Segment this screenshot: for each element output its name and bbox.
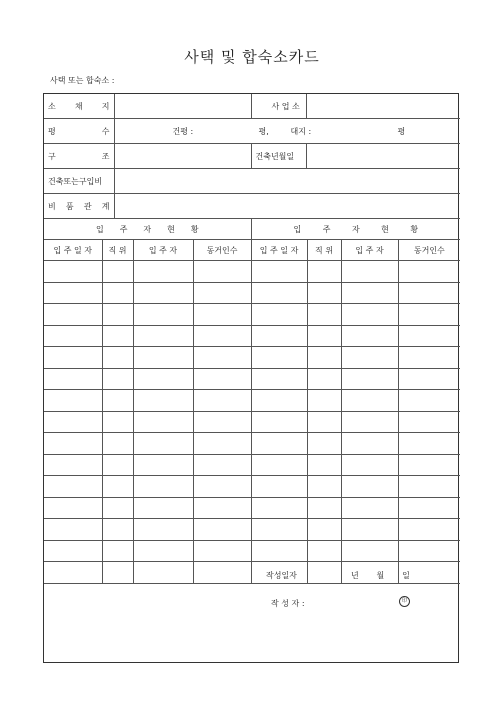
- seal-mark: 印: [399, 596, 410, 607]
- written-date-field[interactable]: 년 월 일: [351, 571, 410, 580]
- occupancy-cell[interactable]: [251, 411, 307, 433]
- occupancy-cell[interactable]: [193, 476, 251, 498]
- occupancy-row: [44, 476, 460, 498]
- occupancy-row: [44, 282, 460, 304]
- office-field[interactable]: [306, 94, 460, 119]
- occupancy-cell[interactable]: [102, 519, 133, 541]
- occupancy-cell[interactable]: [398, 540, 460, 562]
- page-title: 사택 및 합숙소카드: [184, 48, 320, 66]
- occupancy-cell[interactable]: [133, 411, 193, 433]
- occupancy-cell[interactable]: [133, 476, 193, 498]
- occupancy-row: [44, 261, 460, 283]
- occupancy-cell[interactable]: [133, 325, 193, 347]
- built-date-field[interactable]: [306, 144, 460, 169]
- area-row: [44, 119, 460, 144]
- occupancy-cell[interactable]: [398, 368, 460, 390]
- signature-block: [44, 567, 458, 662]
- occupancy-cell[interactable]: [307, 476, 341, 498]
- writer-row: [271, 598, 305, 609]
- occupancy-cell[interactable]: [398, 325, 460, 347]
- occupancy-cell[interactable]: [307, 497, 341, 519]
- col-occupant-2: 입 주 자: [341, 240, 398, 261]
- occupancy-cell[interactable]: [251, 433, 307, 455]
- occupancy-row: [44, 540, 460, 562]
- built-date-label: 건축년월일: [251, 144, 306, 169]
- pyeong-unit-2: 평: [397, 127, 406, 136]
- area-field[interactable]: [114, 119, 460, 144]
- occupancy-row: [44, 390, 460, 412]
- occupancy-cell[interactable]: [341, 368, 398, 390]
- occupancy-cell[interactable]: [251, 519, 307, 541]
- occupancy-cell[interactable]: [193, 261, 251, 283]
- occupancy-cell[interactable]: [307, 261, 341, 283]
- occupancy-cell[interactable]: [133, 261, 193, 283]
- occupancy-cell[interactable]: [251, 325, 307, 347]
- occupancy-cell[interactable]: [307, 454, 341, 476]
- occupancy-cell[interactable]: [44, 368, 102, 390]
- occupancy-cell[interactable]: [102, 347, 133, 369]
- occupancy-section-header-right: 입 주 자 현 황: [293, 224, 419, 234]
- occupancy-cell[interactable]: [251, 282, 307, 304]
- occupancy-row: [44, 368, 460, 390]
- occupancy-section-header-row: [44, 219, 460, 240]
- occupancy-cell[interactable]: [193, 497, 251, 519]
- occupancy-cell[interactable]: [133, 519, 193, 541]
- occupancy-cell[interactable]: [398, 497, 460, 519]
- occupancy-cell[interactable]: [341, 497, 398, 519]
- occupancy-cell[interactable]: [102, 282, 133, 304]
- occupancy-row: [44, 497, 460, 519]
- occupancy-cell[interactable]: [251, 390, 307, 412]
- occupancy-cell[interactable]: [307, 411, 341, 433]
- occupancy-cell[interactable]: [44, 497, 102, 519]
- occupancy-cell[interactable]: [133, 347, 193, 369]
- occupancy-cell[interactable]: [251, 476, 307, 498]
- occupancy-cell[interactable]: [102, 411, 133, 433]
- occupancy-cell[interactable]: [102, 261, 133, 283]
- writer-label: 작 성 자 :: [271, 599, 305, 608]
- occupancy-cell[interactable]: [341, 282, 398, 304]
- occupancy-cell[interactable]: [44, 261, 102, 283]
- occupancy-cell[interactable]: [44, 390, 102, 412]
- occupancy-row: [44, 325, 460, 347]
- location-row: [44, 94, 460, 119]
- written-date-row: [266, 570, 410, 581]
- occupancy-cell[interactable]: [251, 497, 307, 519]
- occupancy-cell[interactable]: [102, 476, 133, 498]
- housing-card-form: [43, 93, 459, 663]
- occupancy-cell[interactable]: [307, 368, 341, 390]
- occupancy-cell[interactable]: [102, 433, 133, 455]
- occupancy-cell[interactable]: [307, 390, 341, 412]
- occupancy-cell[interactable]: [307, 325, 341, 347]
- occupancy-cell[interactable]: [341, 261, 398, 283]
- occupancy-cell[interactable]: [44, 540, 102, 562]
- written-date-label: 작성일자: [266, 571, 297, 580]
- occupancy-cell[interactable]: [102, 540, 133, 562]
- purchase-row: [44, 169, 460, 194]
- occupancy-cell[interactable]: [133, 304, 193, 326]
- occupancy-cell[interactable]: [193, 411, 251, 433]
- occupancy-cell[interactable]: [102, 497, 133, 519]
- occupancy-cell[interactable]: [102, 304, 133, 326]
- pyeong-unit: 평,: [258, 127, 269, 136]
- occupancy-cell[interactable]: [193, 368, 251, 390]
- occupancy-cell[interactable]: [251, 368, 307, 390]
- occupancy-cell[interactable]: [307, 519, 341, 541]
- occupancy-cell[interactable]: [341, 347, 398, 369]
- col-position-2: 직 위: [307, 240, 341, 261]
- housing-type-label: 사택 또는 합숙소 :: [50, 76, 115, 85]
- occupancy-cell[interactable]: [307, 540, 341, 562]
- occupancy-cell[interactable]: [193, 304, 251, 326]
- occupancy-cell[interactable]: [341, 519, 398, 541]
- occupancy-cell[interactable]: [133, 390, 193, 412]
- location-field[interactable]: [114, 94, 251, 119]
- occupancy-cell[interactable]: [341, 390, 398, 412]
- supplies-label: 비 품 관 계: [48, 201, 110, 211]
- col-move-in-date: 입 주 일 자: [44, 240, 102, 261]
- supplies-field[interactable]: [114, 194, 460, 219]
- structure-label: 구 조: [48, 151, 110, 161]
- occupancy-cell[interactable]: [398, 261, 460, 283]
- purchase-label: 건축또는구입비: [44, 169, 114, 194]
- structure-row: [44, 144, 460, 169]
- occupancy-cell[interactable]: [398, 519, 460, 541]
- occupancy-cell[interactable]: [307, 304, 341, 326]
- occupancy-cell[interactable]: [398, 347, 460, 369]
- occupancy-cell[interactable]: [341, 304, 398, 326]
- occupancy-cell[interactable]: [133, 540, 193, 562]
- occupancy-cell[interactable]: [133, 368, 193, 390]
- occupancy-cell[interactable]: [307, 347, 341, 369]
- col-position: 직 위: [102, 240, 133, 261]
- occupancy-cell[interactable]: [341, 411, 398, 433]
- occupancy-cell[interactable]: [133, 454, 193, 476]
- occupancy-cell[interactable]: [193, 282, 251, 304]
- occupancy-cell[interactable]: [193, 454, 251, 476]
- occupancy-cell[interactable]: [341, 325, 398, 347]
- occupancy-cell[interactable]: [102, 454, 133, 476]
- occupancy-cell[interactable]: [398, 411, 460, 433]
- occupancy-cell[interactable]: [133, 282, 193, 304]
- occupancy-row: [44, 433, 460, 455]
- occupancy-row: [44, 347, 460, 369]
- occupancy-cell[interactable]: [398, 282, 460, 304]
- occupancy-cell[interactable]: [341, 476, 398, 498]
- occupancy-cell[interactable]: [102, 390, 133, 412]
- supplies-row: [44, 194, 460, 219]
- occupancy-column-header-row: [44, 240, 460, 261]
- occupancy-row: [44, 519, 460, 541]
- occupancy-cell[interactable]: [307, 282, 341, 304]
- occupancy-cell[interactable]: [341, 433, 398, 455]
- occupancy-row: [44, 454, 460, 476]
- occupancy-cell[interactable]: [251, 261, 307, 283]
- area-label: 평 수: [48, 126, 110, 136]
- occupancy-cell[interactable]: [44, 433, 102, 455]
- occupancy-cell[interactable]: [398, 454, 460, 476]
- occupancy-table: [44, 219, 460, 584]
- occupancy-cell[interactable]: [44, 325, 102, 347]
- occupancy-cell[interactable]: [133, 497, 193, 519]
- col-cohabitants-2: 동거인수: [398, 240, 460, 261]
- occupancy-cell[interactable]: [341, 454, 398, 476]
- occupancy-cell[interactable]: [251, 304, 307, 326]
- occupancy-cell[interactable]: [193, 390, 251, 412]
- occupancy-cell[interactable]: [398, 390, 460, 412]
- occupancy-cell[interactable]: [193, 519, 251, 541]
- occupancy-cell[interactable]: [44, 454, 102, 476]
- occupancy-cell[interactable]: [102, 368, 133, 390]
- occupancy-cell[interactable]: [193, 540, 251, 562]
- occupancy-cell[interactable]: [398, 304, 460, 326]
- occupancy-cell[interactable]: [193, 347, 251, 369]
- col-move-in-date-2: 입 주 일 자: [251, 240, 307, 261]
- info-table: [44, 94, 460, 219]
- occupancy-cell[interactable]: [44, 347, 102, 369]
- land-area-label: 대지 :: [290, 127, 312, 136]
- occupancy-cell[interactable]: [307, 433, 341, 455]
- col-cohabitants: 동거인수: [193, 240, 251, 261]
- col-occupant: 입 주 자: [133, 240, 193, 261]
- occupancy-section-header-left: 입 주 자 현 황: [96, 224, 199, 234]
- occupancy-cell[interactable]: [193, 325, 251, 347]
- building-area-label: 건평 :: [172, 127, 194, 136]
- occupancy-cell[interactable]: [102, 325, 133, 347]
- occupancy-cell[interactable]: [341, 540, 398, 562]
- occupancy-cell[interactable]: [44, 476, 102, 498]
- occupancy-cell[interactable]: [398, 433, 460, 455]
- occupancy-row: [44, 411, 460, 433]
- occupancy-row: [44, 304, 460, 326]
- purchase-field[interactable]: [114, 169, 460, 194]
- occupancy-cell[interactable]: [44, 411, 102, 433]
- occupancy-cell[interactable]: [251, 454, 307, 476]
- structure-field[interactable]: [114, 144, 251, 169]
- occupancy-cell[interactable]: [251, 347, 307, 369]
- occupancy-cell[interactable]: [133, 433, 193, 455]
- occupancy-cell[interactable]: [193, 433, 251, 455]
- location-label: 소 채 지: [48, 101, 110, 111]
- occupancy-cell[interactable]: [44, 282, 102, 304]
- occupancy-cell[interactable]: [44, 304, 102, 326]
- office-label: 사 업 소: [251, 94, 306, 119]
- occupancy-cell[interactable]: [398, 476, 460, 498]
- occupancy-cell[interactable]: [251, 540, 307, 562]
- occupancy-cell[interactable]: [44, 519, 102, 541]
